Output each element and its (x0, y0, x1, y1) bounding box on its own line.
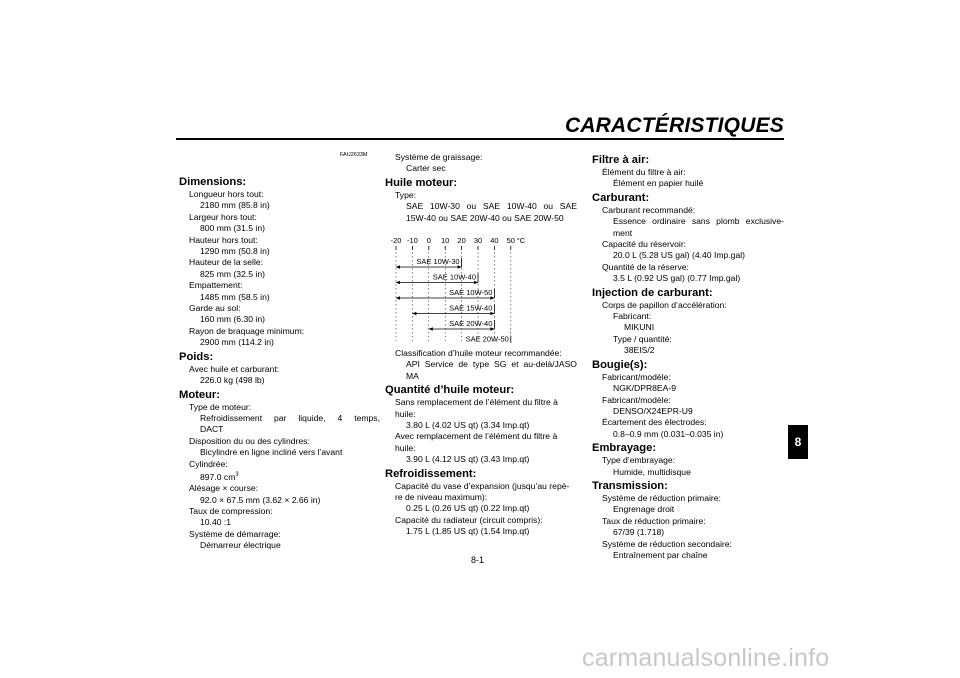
spec-value: 15W-40 ou SAE 20W-40 ou SAE 20W-50 (406, 212, 564, 223)
tick-label: -10 (406, 236, 418, 245)
tick-label: 50 (506, 236, 515, 245)
spec-value: NGK/DPR8EA-9 (613, 383, 677, 394)
spec-value: 20.0 L (5.28 US gal) (4.40 Imp.gal) (613, 250, 745, 261)
spec-value: 92.0 × 67.5 mm (3.62 × 2.66 in) (200, 494, 321, 505)
spec-value: Essence ordinaire sans plomb exclusive- (613, 216, 784, 227)
spec-value: API Service de type SG et au-delà/JASO (406, 359, 577, 370)
spec-value: Entraînement par chaîne (613, 549, 708, 560)
spec-label: Taux de réduction primaire: (602, 515, 706, 526)
spec-label: Fabricant/modèle: (602, 394, 671, 405)
spec-value: 38EIS/2 (624, 345, 655, 356)
header-rule (176, 138, 784, 140)
spec-label: Type: (395, 189, 417, 200)
spec-value: DENSO/X24EPR-U9 (613, 405, 693, 416)
series-label: SAE 10W-40 (432, 272, 476, 282)
dimensions-heading: Dimensions: (179, 176, 247, 188)
spec-value: Démarreur électrique (200, 540, 281, 551)
spec-value: 800 mm (31.5 in) (200, 223, 265, 234)
spec-label: Fabricant: (613, 311, 652, 322)
spec-label: Système de graissage: (395, 152, 483, 162)
range-arrow-right (474, 281, 478, 284)
spec-value: 1485 mm (58.5 in) (200, 291, 270, 302)
tick-label: 40 (490, 236, 499, 245)
spec-label: Quantité de la réserve: (602, 261, 689, 272)
watermark: carmanualsonline.info (582, 644, 830, 672)
spec-value: 226.0 kg (498 lb) (200, 375, 265, 386)
spec-label: Capacité du radiateur (circuit compris): (395, 514, 543, 525)
spec-label: Taux de compression: (189, 506, 273, 517)
series-label: SAE 20W-50 (465, 334, 509, 343)
cylindree-sup: 3 (235, 471, 239, 478)
spec-value: Élément en papier huilé (613, 178, 704, 189)
spec-label: Carburant recommandé: (602, 204, 696, 215)
transmission-heading: Transmission: (592, 479, 668, 492)
spec-label: re de niveau maximum): (395, 492, 488, 503)
spec-value: Carter sec (406, 163, 446, 174)
spec-value: 2900 mm (114.2 in) (200, 337, 274, 348)
spec-label: Corps de papillon d’accélération: (602, 299, 727, 310)
spec-label: Écartement des électrodes: (602, 417, 707, 428)
spec-value: ment (613, 227, 633, 238)
spec-value: 10.40 :1 (200, 517, 232, 528)
spec-value: MIKUNI (624, 322, 655, 333)
doc-code: FAU2633M (340, 152, 368, 158)
spec-label: Système de réduction secondaire: (602, 538, 732, 549)
spec-label: huile: (395, 408, 416, 419)
spec-value: 67/39 (1.718) (613, 527, 665, 538)
spec-label: Avec huile et carburant: (189, 363, 280, 374)
tick-label: 10 (441, 236, 450, 245)
range-arrow-left (396, 296, 400, 299)
page-title: CARACTÉRISTIQUES (564, 114, 784, 137)
chapter-tab: 8 (788, 425, 808, 459)
poids-heading: Poids: (179, 350, 214, 363)
spec-label: Type d’embrayage: (602, 455, 676, 466)
spec-value: 2180 mm (85.8 in) (200, 200, 270, 211)
spec-label: Largeur hors tout: (189, 211, 257, 222)
spec-label: Système de réduction primaire: (602, 492, 721, 503)
tick-label: 30 (473, 236, 483, 245)
spec-label: Rayon de braquage minimum: (189, 325, 305, 336)
spec-value: 1.75 L (1.85 US qt) (1.54 Imp.qt) (406, 526, 530, 537)
embrayage-heading: Embrayage: (592, 442, 657, 455)
spec-label: Sans remplacement de l’élément du filtre à (395, 397, 558, 408)
spec-label: Capacité du vase d’expansion (jusqu’au repè- (395, 480, 570, 491)
spec-value: MA (406, 370, 419, 381)
series-label: SAE 10W-30 (416, 257, 460, 266)
spec-value: 160 mm (6.30 in) (200, 314, 265, 325)
tick-label: 0 (426, 236, 431, 245)
spec-label: Type de moteur: (189, 401, 252, 412)
spec-label: huile: (395, 442, 416, 453)
range-arrow-left (396, 281, 400, 284)
spec-label: Garde au sol: (189, 303, 241, 314)
bougie-heading: Bougie(s): (592, 358, 648, 371)
spec-label: Élément du filtre à air: (602, 167, 686, 177)
spec-value: Humide, multidisque (613, 466, 691, 477)
spec-value: 0.25 L (0.26 US qt) (0.22 Imp.qt) (406, 503, 530, 514)
spec-value: 3.5 L (0.92 US gal) (0.77 Imp.gal) (613, 273, 741, 284)
spec-value: Refroidissement par liquide, 4 temps, (200, 412, 380, 423)
page-number: 8-1 (471, 555, 485, 565)
injection-heading: Injection de carburant: (592, 286, 713, 299)
oil-temperature-chart (384, 233, 544, 343)
spec-value: 825 mm (32.5 in) (200, 268, 265, 279)
tick-label: 20 (457, 236, 466, 245)
spec-label: Empattement: (189, 280, 243, 291)
range-arrow-left (429, 327, 433, 330)
series-label: SAE 15W-40 (449, 303, 493, 313)
series-label: SAE 10W-50 (449, 288, 493, 297)
spec-label: Fabricant/modèle: (602, 371, 671, 382)
spec-label: Type / quantité: (613, 333, 672, 344)
series-label: SAE 20W-40 (449, 319, 493, 328)
filtre-heading: Filtre à air: (592, 154, 650, 166)
spec-label: Capacité du réservoir: (602, 239, 687, 250)
tick-label: -20 (390, 236, 402, 245)
column-1 (179, 174, 379, 552)
spec-label: Longueur hors tout: (189, 189, 264, 199)
spec-label: Cylindrée: (189, 458, 228, 469)
spec-value: 1290 mm (50.8 in) (200, 246, 270, 257)
column-2-continued (385, 348, 585, 538)
spec-value: DACT (200, 424, 224, 435)
huile-heading: Huile moteur: (385, 176, 458, 189)
range-arrow-left (396, 265, 400, 268)
spec-value: SAE 10W-30 ou SAE 10W-40 ou SAE (406, 201, 577, 212)
unit-label: °C (516, 236, 526, 245)
spec-value: 3.80 L (4.02 US qt) (3.34 Imp.qt) (406, 420, 530, 431)
spec-value: Engrenage droit (613, 504, 675, 515)
spec-label: Hauteur hors tout: (189, 234, 258, 245)
carburant-heading: Carburant: (592, 191, 650, 204)
spec-label: Système de démarrage: (189, 528, 281, 539)
column-3 (592, 152, 792, 561)
spec-label: Avec remplacement de l’élément du filtre à (395, 431, 558, 442)
refroidissement-heading: Refroidissement: (385, 467, 477, 480)
spec-label: Hauteur de la selle: (189, 257, 264, 268)
spec-label: Alésage × course: (189, 483, 259, 494)
spec-label: Classification d’huile moteur recommandée: (395, 348, 562, 358)
quantite-heading: Quantité d’huile moteur: (385, 384, 515, 397)
column-2 (385, 152, 585, 224)
range-arrow-left (412, 312, 416, 315)
cylindree-value: 897.0 cm (200, 471, 236, 482)
spec-value (179, 470, 379, 483)
spec-value: 0.8–0.9 mm (0.031–0.035 in) (613, 428, 724, 439)
moteur-heading: Moteur: (179, 388, 221, 401)
spec-value: 3.90 L (4.12 US qt) (3.43 Imp.qt) (406, 454, 530, 465)
spec-value: Bicylindre en ligne incliné vers l’avant (200, 447, 343, 458)
spec-label: Disposition du ou des cylindres: (189, 435, 310, 446)
